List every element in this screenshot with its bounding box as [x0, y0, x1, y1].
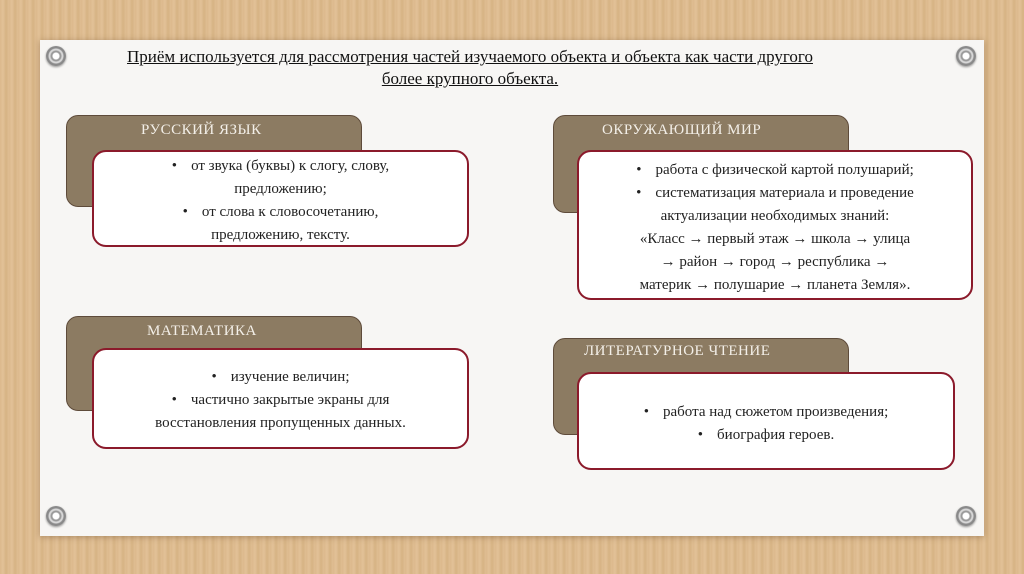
list-item: • от слова к словосочетанию,: [94, 201, 467, 224]
card-math: [92, 348, 469, 449]
list-item: предложению, тексту.: [211, 227, 350, 243]
list-item: • частично закрытые экраны для: [94, 389, 467, 412]
list-item: • изучение величин;: [94, 366, 467, 389]
list-item: актуализации необходимых знаний:: [660, 208, 890, 224]
card-russian: [92, 150, 469, 247]
list-item: → район → город → республика →: [660, 254, 890, 270]
pin-icon: [956, 46, 976, 66]
title-line-2: более крупного объекта.: [381, 69, 559, 88]
list-item: • биография героев.: [579, 424, 953, 447]
card-reading: [577, 372, 955, 470]
list-item: предложению;: [234, 181, 327, 197]
pin-icon: [46, 506, 66, 526]
pin-icon: [46, 46, 66, 66]
list-item: восстановления пропущенных данных.: [155, 415, 406, 431]
list-item: «Класс → первый этаж → школа → улица: [639, 231, 911, 247]
tab-reading-label: ЛИТЕРАТУРНОЕ ЧТЕНИЕ: [584, 343, 771, 359]
list-item: • работа с физической картой полушарий;: [579, 159, 971, 182]
tab-world-label: ОКРУЖАЮЩИЙ МИР: [602, 122, 762, 138]
tab-math-label: МАТЕМАТИКА: [147, 323, 257, 339]
tab-russian-label: РУССКИЙ ЯЗЫК: [141, 122, 262, 138]
list-item: • систематизация материала и проведение: [579, 182, 971, 205]
list-item: материк → полушарие → планета Земля».: [639, 277, 911, 293]
title-line-1: Приём используется для рассмотрения частей изучаемого объекта и объекта как части другого: [127, 47, 813, 66]
card-world: [577, 150, 973, 300]
pin-icon: [956, 506, 976, 526]
list-item: • работа над сюжетом произведения;: [579, 401, 953, 424]
list-item: • от звука (буквы) к слогу, слову,: [94, 155, 467, 178]
slide-title: [80, 46, 860, 90]
